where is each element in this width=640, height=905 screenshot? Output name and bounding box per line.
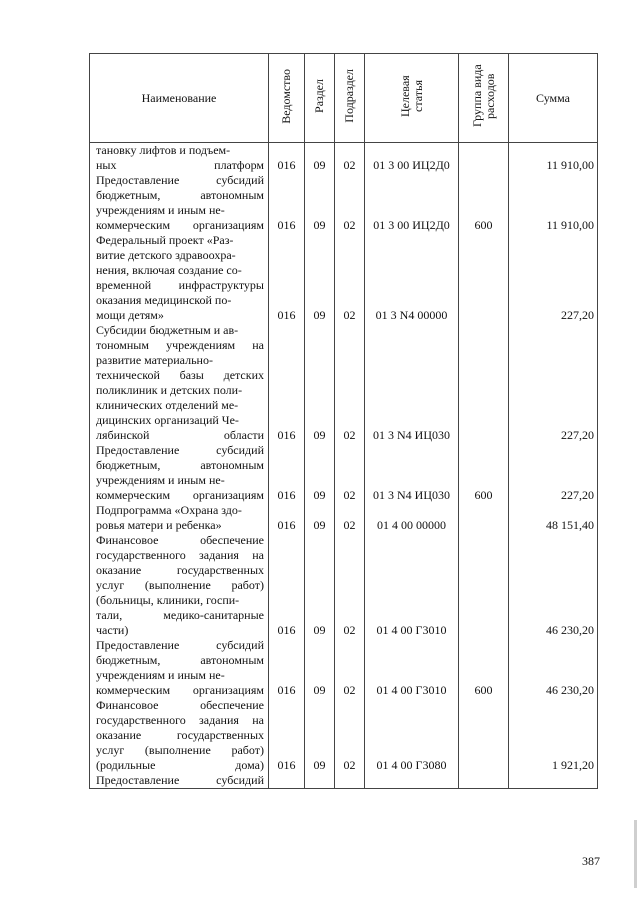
row-expense-group	[459, 698, 509, 773]
table-header-row	[90, 54, 598, 143]
row-name-line: коммерческим организациям	[96, 488, 264, 502]
row-name-line: развитие материально-	[96, 353, 213, 367]
row-name-line: витие детского здравоохра-	[96, 248, 236, 262]
row-department: 016	[269, 503, 305, 533]
row-sum: 227,20	[509, 443, 598, 503]
header-target-item: Целевая статья	[365, 54, 459, 143]
row-name-line: оказания медицинской по-	[96, 293, 232, 307]
header-sum: Сумма	[509, 54, 598, 143]
row-name-line: государственного задания на	[96, 713, 264, 727]
row-name-line: поликлиник и детских поли-	[96, 383, 243, 397]
row-department	[269, 773, 305, 789]
header-department: Ведомство	[269, 54, 305, 143]
row-expense-group: 600	[459, 443, 509, 503]
row-name-line: технической базы детских	[96, 368, 264, 382]
row-subsection: 02	[335, 533, 365, 638]
row-name-line: учреждениям и иным не-	[96, 668, 225, 682]
row-expense-group	[459, 503, 509, 533]
row-target-item	[365, 773, 459, 789]
row-subsection: 02	[335, 323, 365, 443]
row-subsection: 02	[335, 173, 365, 233]
table-row	[90, 173, 598, 233]
row-name-line: временной инфраструктуры	[96, 278, 264, 292]
row-sum: 227,20	[509, 323, 598, 443]
row-section: 09	[305, 443, 335, 503]
row-name	[90, 638, 269, 698]
row-target-item: 01 3 N4 00000	[365, 233, 459, 323]
table-body	[90, 143, 598, 789]
header-section: Раздел	[305, 54, 335, 143]
row-name	[90, 143, 269, 174]
row-name-line: услуг (выполнение работ)	[96, 578, 264, 592]
row-name-line: ровья матери и ребенка»	[96, 518, 222, 532]
row-name-line: клинических отделений ме-	[96, 398, 239, 412]
table-row	[90, 323, 598, 443]
row-expense-group: 600	[459, 638, 509, 698]
header-name: Наименование	[90, 54, 269, 143]
row-section: 09	[305, 533, 335, 638]
header-subsection: Подраздел	[335, 54, 365, 143]
table-row	[90, 698, 598, 773]
row-name-line: бюджетным, автономным	[96, 458, 264, 472]
row-expense-group	[459, 773, 509, 789]
row-name-line: оказание государственных	[96, 728, 264, 742]
row-name-line: бюджетным, автономным	[96, 653, 264, 667]
row-sum: 46 230,20	[509, 533, 598, 638]
row-name-line: тономным учреждениям на	[96, 338, 264, 352]
row-name-line: бюджетным, автономным	[96, 188, 264, 202]
row-target-item: 01 3 N4 ИЦ030	[365, 443, 459, 503]
row-expense-group	[459, 533, 509, 638]
table-row	[90, 233, 598, 323]
row-name-line: государственного задания на	[96, 548, 264, 562]
row-name-line: коммерческим организациям	[96, 683, 264, 697]
row-name-line: Предоставление субсидий	[96, 173, 264, 187]
row-expense-group: 600	[459, 173, 509, 233]
row-name	[90, 173, 269, 233]
page-edge-shadow	[634, 820, 637, 888]
table-row	[90, 638, 598, 698]
row-section: 09	[305, 698, 335, 773]
row-name-line: Подпрограмма «Охрана здо-	[96, 503, 242, 517]
row-name-line: (родильные дома)	[96, 758, 264, 772]
row-name-line: учреждениям и иным не-	[96, 203, 225, 217]
row-department: 016	[269, 443, 305, 503]
row-name-line: (больницы, клиники, госпи-	[96, 593, 240, 607]
row-subsection: 02	[335, 698, 365, 773]
row-subsection: 02	[335, 443, 365, 503]
row-target-item: 01 4 00 Г3080	[365, 698, 459, 773]
row-expense-group	[459, 323, 509, 443]
row-expense-group	[459, 143, 509, 174]
row-name-line: Предоставление субсидий	[96, 443, 264, 457]
row-name-line: тали, медико-санитарные	[96, 608, 264, 622]
table-row	[90, 503, 598, 533]
row-section: 09	[305, 143, 335, 174]
row-subsection: 02	[335, 638, 365, 698]
row-name-line: Финансовое обеспечение	[96, 533, 264, 547]
row-department: 016	[269, 173, 305, 233]
row-subsection: 02	[335, 503, 365, 533]
row-name-line: Субсидии бюджетным и ав-	[96, 323, 239, 337]
row-name-line: оказание государственных	[96, 563, 264, 577]
row-sum: 46 230,20	[509, 638, 598, 698]
row-section: 09	[305, 503, 335, 533]
row-section: 09	[305, 173, 335, 233]
row-name	[90, 323, 269, 443]
row-department: 016	[269, 638, 305, 698]
row-name-line: мощи детям»	[96, 308, 164, 322]
row-department: 016	[269, 143, 305, 174]
row-target-item: 01 3 00 ИЦ2Д0	[365, 173, 459, 233]
row-target-item: 01 3 N4 ИЦ030	[365, 323, 459, 443]
row-name-line: ных платформ	[96, 158, 264, 172]
row-subsection: 02	[335, 143, 365, 174]
row-name	[90, 233, 269, 323]
row-name-line: нения, включая создание со-	[96, 263, 242, 277]
row-section: 09	[305, 233, 335, 323]
row-name-line: учреждениям и иным не-	[96, 473, 225, 487]
row-name-line: услуг (выполнение работ)	[96, 743, 264, 757]
row-department: 016	[269, 323, 305, 443]
row-expense-group	[459, 233, 509, 323]
row-target-item: 01 4 00 Г3010	[365, 533, 459, 638]
row-department: 016	[269, 233, 305, 323]
row-sum: 227,20	[509, 233, 598, 323]
row-name	[90, 443, 269, 503]
row-sum	[509, 773, 598, 789]
row-target-item: 01 4 00 00000	[365, 503, 459, 533]
row-target-item: 01 3 00 ИЦ2Д0	[365, 143, 459, 174]
row-sum: 11 910,00	[509, 143, 598, 174]
row-target-item: 01 4 00 Г3010	[365, 638, 459, 698]
row-name	[90, 503, 269, 533]
page-number: 387	[582, 854, 600, 868]
row-name-line: Предоставление субсидий	[96, 638, 264, 652]
table-row	[90, 443, 598, 503]
header-expense-group: Группа вида расходов	[459, 54, 509, 143]
row-name-line: Предоставление субсидий	[96, 773, 264, 787]
row-section	[305, 773, 335, 789]
row-sum: 11 910,00	[509, 173, 598, 233]
row-name-line: Федеральный проект «Раз-	[96, 233, 234, 247]
row-name-line: дицинских организаций Че-	[96, 413, 239, 427]
row-section: 09	[305, 323, 335, 443]
table-row	[90, 143, 598, 174]
row-section: 09	[305, 638, 335, 698]
row-department: 016	[269, 698, 305, 773]
row-name	[90, 533, 269, 638]
row-name-line: коммерческим организациям	[96, 218, 264, 232]
row-sum: 1 921,20	[509, 698, 598, 773]
row-subsection: 02	[335, 233, 365, 323]
table-row	[90, 773, 598, 789]
row-name	[90, 698, 269, 773]
row-sum: 48 151,40	[509, 503, 598, 533]
row-subsection	[335, 773, 365, 789]
row-department: 016	[269, 533, 305, 638]
row-name	[90, 773, 269, 789]
row-name-line: Финансовое обеспечение	[96, 698, 264, 712]
table-row	[90, 533, 598, 638]
row-name-line: части)	[96, 623, 129, 637]
budget-table	[89, 53, 598, 789]
row-name-line: тановку лифтов и подъем-	[96, 143, 231, 157]
row-name-line: лябинской области	[96, 428, 264, 442]
